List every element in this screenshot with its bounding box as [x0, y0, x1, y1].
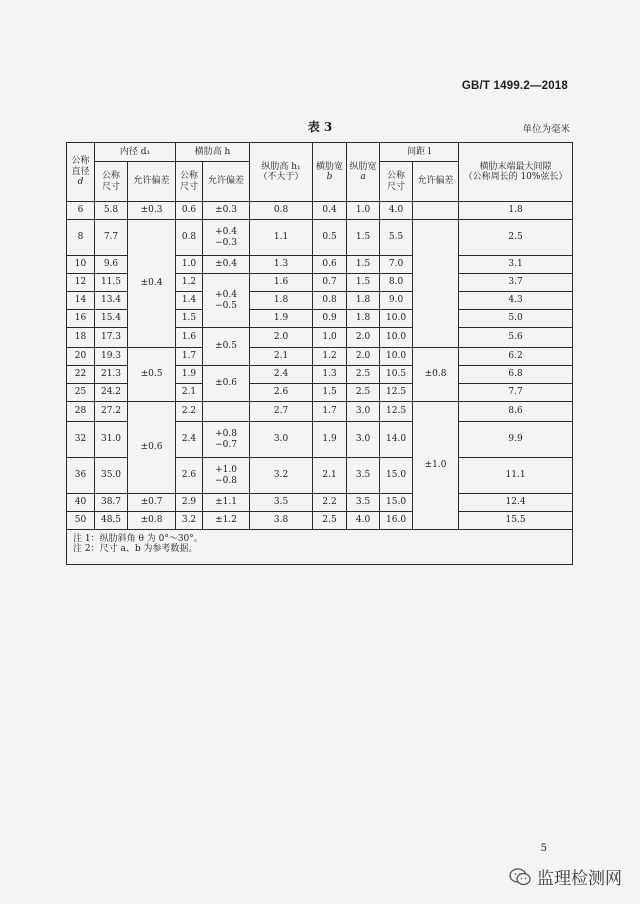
header-d1-nominal: 公称 尺寸	[95, 162, 128, 202]
rib-height-tolerance-cell: +0.4 −0.3	[203, 220, 250, 256]
spacing-tolerance-cell: ±1.0	[413, 402, 459, 530]
rib-height-tolerance-cell: +0.8 −0.7	[203, 422, 250, 458]
spacing-cell: 12.5	[380, 384, 413, 402]
spacing-cell: 10.0	[380, 310, 413, 328]
rib-height-cell: 0.8	[176, 220, 203, 256]
inner-diameter-tolerance-cell: ±0.6	[128, 402, 176, 494]
spacing-cell: 8.0	[380, 274, 413, 292]
inner-diameter-cell: 27.2	[95, 402, 128, 422]
rib-width-cell: 1.3	[313, 366, 347, 384]
nominal-diameter-cell: 8	[67, 220, 95, 256]
nominal-diameter-cell: 25	[67, 384, 95, 402]
rib-width-cell: 1.5	[313, 384, 347, 402]
spacing-cell: 10.0	[380, 348, 413, 366]
nominal-diameter-cell: 50	[67, 512, 95, 530]
inner-diameter-tolerance-cell: ±0.8	[128, 512, 176, 530]
note-1: 注 1：纵肋斜角 θ 为 0°～30°。	[73, 534, 203, 544]
long-rib-height-cell: 3.8	[250, 512, 313, 530]
nominal-diameter-cell: 40	[67, 494, 95, 512]
inner-diameter-tolerance-cell: ±0.3	[128, 202, 176, 220]
long-rib-height-cell: 1.9	[250, 310, 313, 328]
nominal-diameter-cell: 14	[67, 292, 95, 310]
long-rib-width-cell: 3.5	[347, 494, 380, 512]
inner-diameter-tolerance-cell: ±0.5	[128, 348, 176, 402]
rib-height-tolerance-cell: ±1.2	[203, 512, 250, 530]
rib-height-cell: 2.4	[176, 422, 203, 458]
nominal-diameter-cell: 6	[67, 202, 95, 220]
long-rib-height-cell: 1.6	[250, 274, 313, 292]
long-rib-height-cell: 2.6	[250, 384, 313, 402]
rib-height-tolerance-cell: ±1.1	[203, 494, 250, 512]
max-gap-cell: 2.5	[459, 220, 573, 256]
rib-width-cell: 2.5	[313, 512, 347, 530]
rib-width-cell: 0.7	[313, 274, 347, 292]
max-gap-cell: 9.9	[459, 422, 573, 458]
header-inner-diameter: 内径 d₁	[95, 143, 176, 162]
inner-diameter-tolerance-cell: ±0.4	[128, 220, 176, 348]
watermark	[509, 864, 622, 889]
long-rib-width-cell: 3.0	[347, 402, 380, 422]
nominal-diameter-cell: 10	[67, 256, 95, 274]
long-rib-height-cell: 3.0	[250, 422, 313, 458]
spacing-tolerance-cell: ±0.8	[413, 348, 459, 402]
header-l-tolerance: 允许偏差	[413, 162, 459, 202]
spacing-tolerance-cell	[413, 202, 459, 220]
long-rib-height-cell: 3.2	[250, 458, 313, 494]
rib-width-cell: 2.1	[313, 458, 347, 494]
header-long-rib-width: 纵肋宽 a	[347, 143, 380, 202]
max-gap-cell: 4.3	[459, 292, 573, 310]
max-gap-cell: 3.7	[459, 274, 573, 292]
max-gap-cell: 5.6	[459, 328, 573, 348]
max-gap-cell: 12.4	[459, 494, 573, 512]
table-notes	[67, 530, 573, 565]
long-rib-height-cell: 2.7	[250, 402, 313, 422]
spacing-cell: 4.0	[380, 202, 413, 220]
rib-height-cell: 1.6	[176, 328, 203, 348]
inner-diameter-cell: 24.2	[95, 384, 128, 402]
long-rib-width-cell: 1.0	[347, 202, 380, 220]
header-d1-tolerance: 允许偏差	[128, 162, 176, 202]
inner-diameter-cell: 31.0	[95, 422, 128, 458]
inner-diameter-cell: 9.6	[95, 256, 128, 274]
rib-width-cell: 0.9	[313, 310, 347, 328]
inner-diameter-cell: 7.7	[95, 220, 128, 256]
nominal-diameter-cell: 12	[67, 274, 95, 292]
rib-height-cell: 1.9	[176, 366, 203, 384]
unit-note: 单位为毫米	[522, 124, 570, 135]
rib-height-cell: 1.2	[176, 274, 203, 292]
long-rib-width-cell: 1.5	[347, 274, 380, 292]
header-rib-width: 横肋宽 b	[313, 143, 347, 202]
long-rib-height-cell: 2.0	[250, 328, 313, 348]
rib-width-cell: 1.7	[313, 402, 347, 422]
spacing-cell: 12.5	[380, 402, 413, 422]
rib-height-cell: 2.6	[176, 458, 203, 494]
rib-width-cell: 0.8	[313, 292, 347, 310]
rib-height-cell: 0.6	[176, 202, 203, 220]
table-row	[67, 202, 573, 220]
spacing-cell: 10.5	[380, 366, 413, 384]
rib-width-cell: 0.4	[313, 202, 347, 220]
spacing-tolerance-cell	[413, 220, 459, 348]
rib-height-tolerance-cell: +1.0 −0.8	[203, 458, 250, 494]
long-rib-width-cell: 3.0	[347, 422, 380, 458]
inner-diameter-cell: 38.7	[95, 494, 128, 512]
max-gap-cell: 8.6	[459, 402, 573, 422]
note-2: 注 2：尺寸 a、b 为参考数据。	[73, 544, 198, 555]
long-rib-width-cell: 2.5	[347, 384, 380, 402]
nominal-diameter-cell: 20	[67, 348, 95, 366]
long-rib-width-cell: 1.5	[347, 220, 380, 256]
long-rib-width-cell: 2.0	[347, 328, 380, 348]
header-l-nominal: 公称 尺寸	[380, 162, 413, 202]
standard-code: GB/T 1499.2—2018	[461, 80, 568, 92]
inner-diameter-cell: 35.0	[95, 458, 128, 494]
inner-diameter-cell: 11.5	[95, 274, 128, 292]
inner-diameter-cell: 21.3	[95, 366, 128, 384]
inner-diameter-cell: 19.3	[95, 348, 128, 366]
max-gap-cell: 6.8	[459, 366, 573, 384]
inner-diameter-cell: 48.5	[95, 512, 128, 530]
inner-diameter-cell: 13.4	[95, 292, 128, 310]
max-gap-cell: 1.8	[459, 202, 573, 220]
header-spacing: 间距 l	[380, 143, 459, 162]
rib-height-cell: 1.4	[176, 292, 203, 310]
rib-height-tolerance-cell: ±0.3	[203, 202, 250, 220]
nominal-diameter-cell: 28	[67, 402, 95, 422]
long-rib-height-cell: 1.3	[250, 256, 313, 274]
rib-height-tolerance-cell: ±0.4	[203, 256, 250, 274]
max-gap-cell: 11.1	[459, 458, 573, 494]
max-gap-cell: 5.0	[459, 310, 573, 328]
page-number: 5	[540, 843, 547, 854]
rib-height-cell: 1.7	[176, 348, 203, 366]
long-rib-height-cell: 1.1	[250, 220, 313, 256]
table-row	[67, 220, 573, 256]
spacing-cell: 15.0	[380, 458, 413, 494]
inner-diameter-cell: 17.3	[95, 328, 128, 348]
inner-diameter-tolerance-cell: ±0.7	[128, 494, 176, 512]
table-row	[67, 512, 573, 530]
max-gap-cell: 3.1	[459, 256, 573, 274]
long-rib-width-cell: 1.5	[347, 256, 380, 274]
long-rib-width-cell: 2.0	[347, 348, 380, 366]
max-gap-cell: 6.2	[459, 348, 573, 366]
nominal-diameter-cell: 18	[67, 328, 95, 348]
table-row	[67, 348, 573, 366]
header-h-tolerance: 允许偏差	[203, 162, 250, 202]
nominal-diameter-cell: 16	[67, 310, 95, 328]
rib-height-cell: 1.5	[176, 310, 203, 328]
spacing-cell: 5.5	[380, 220, 413, 256]
inner-diameter-cell: 5.8	[95, 202, 128, 220]
max-gap-cell: 7.7	[459, 384, 573, 402]
spacing-cell: 16.0	[380, 512, 413, 530]
rib-height-cell: 2.1	[176, 384, 203, 402]
long-rib-width-cell: 4.0	[347, 512, 380, 530]
inner-diameter-cell: 15.4	[95, 310, 128, 328]
spacing-cell: 14.0	[380, 422, 413, 458]
rib-width-cell: 1.0	[313, 328, 347, 348]
long-rib-width-cell: 2.5	[347, 366, 380, 384]
long-rib-height-cell: 0.8	[250, 202, 313, 220]
table-row	[67, 494, 573, 512]
long-rib-height-cell: 1.8	[250, 292, 313, 310]
rib-height-cell: 2.2	[176, 402, 203, 422]
rib-height-cell: 1.0	[176, 256, 203, 274]
rib-height-tolerance-cell: ±0.6	[203, 366, 250, 402]
header-max-gap: 横肋末端最大间隙 （公称周长的 10%弦长）	[459, 143, 573, 202]
wechat-icon	[509, 868, 531, 886]
long-rib-height-cell: 2.1	[250, 348, 313, 366]
table-caption: 表 3	[307, 120, 333, 134]
rib-height-cell: 3.2	[176, 512, 203, 530]
table-body	[67, 202, 573, 530]
spacing-cell: 9.0	[380, 292, 413, 310]
rib-width-cell: 1.9	[313, 422, 347, 458]
table-row	[67, 402, 573, 422]
spacing-cell: 7.0	[380, 256, 413, 274]
rib-height-tolerance-cell	[203, 402, 250, 422]
spacing-cell: 15.0	[380, 494, 413, 512]
dimension-table	[66, 142, 573, 565]
watermark-text: 监理检测网	[537, 869, 622, 889]
rib-width-cell: 2.2	[313, 494, 347, 512]
rib-width-cell: 0.5	[313, 220, 347, 256]
nominal-diameter-cell: 36	[67, 458, 95, 494]
long-rib-height-cell: 2.4	[250, 366, 313, 384]
rib-height-tolerance-cell: ±0.5	[203, 328, 250, 366]
long-rib-width-cell: 3.5	[347, 458, 380, 494]
header-long-rib-height: 纵肋高 h₁ （不大于）	[250, 143, 313, 202]
rib-width-cell: 1.2	[313, 348, 347, 366]
rib-width-cell: 0.6	[313, 256, 347, 274]
header-nominal-diameter: 公称 直径 d	[67, 143, 95, 202]
header-h-nominal: 公称 尺寸	[176, 162, 203, 202]
nominal-diameter-cell: 22	[67, 366, 95, 384]
long-rib-width-cell: 1.8	[347, 292, 380, 310]
rib-height-tolerance-cell: +0.4 −0.5	[203, 274, 250, 328]
max-gap-cell: 15.5	[459, 512, 573, 530]
spacing-cell: 10.0	[380, 328, 413, 348]
long-rib-width-cell: 1.8	[347, 310, 380, 328]
rib-height-cell: 2.9	[176, 494, 203, 512]
nominal-diameter-cell: 32	[67, 422, 95, 458]
long-rib-height-cell: 3.5	[250, 494, 313, 512]
header-rib-height: 横肋高 h	[176, 143, 250, 162]
